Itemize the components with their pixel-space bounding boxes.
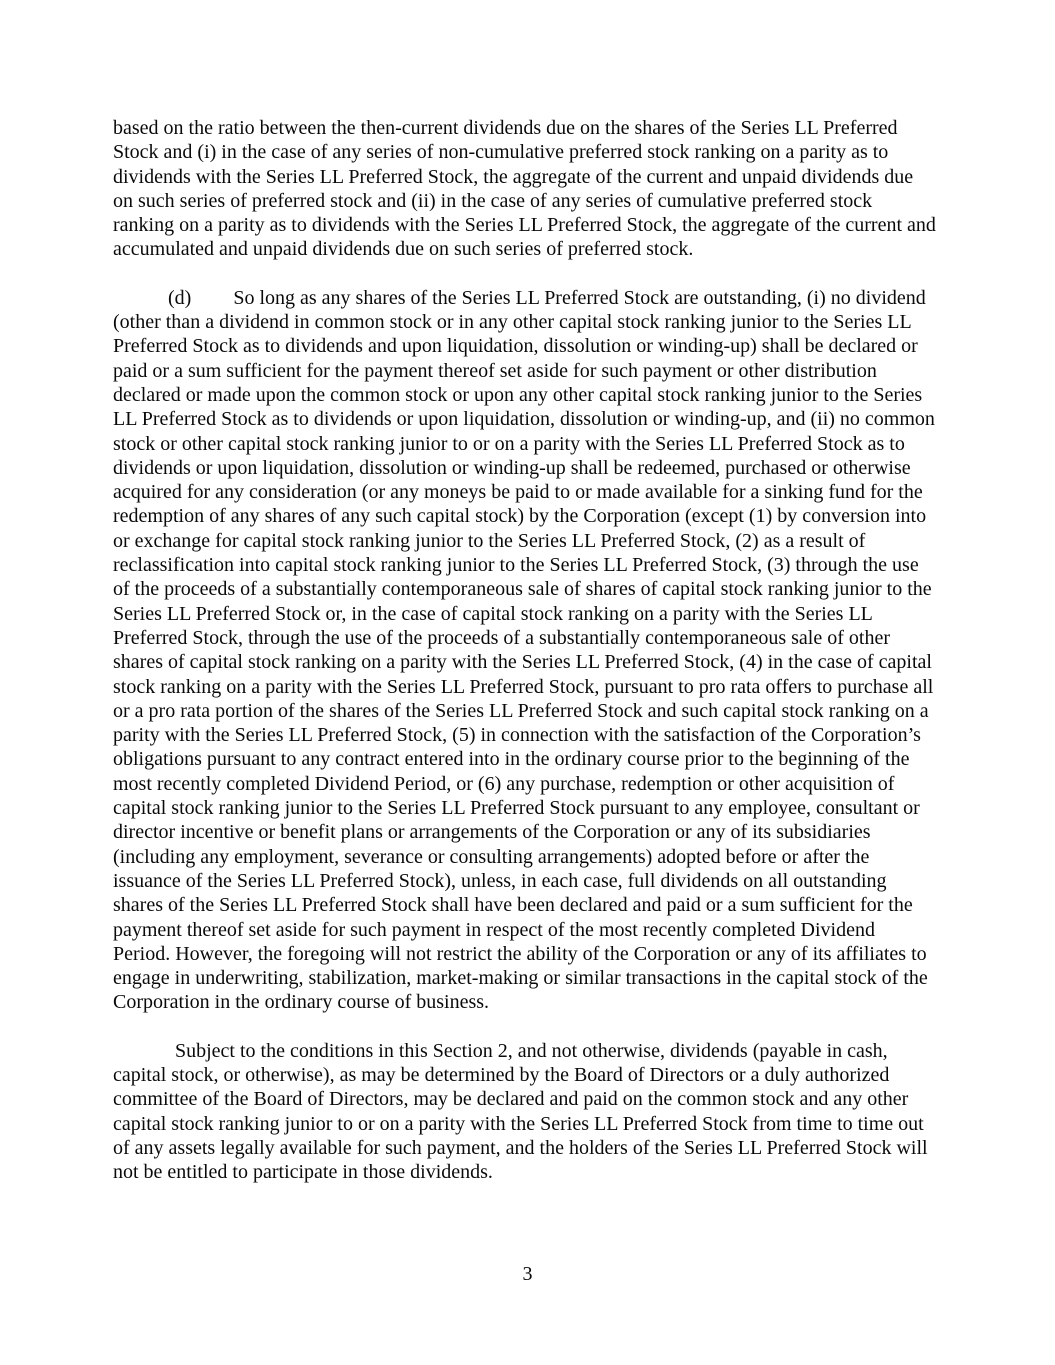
clause-label: (d) [168,286,192,309]
dividends-paragraph: Subject to the conditions in this Section 2, and not otherwise, dividends (payable in cash, capital stock, or otherwise), as may be determined by the Board of Directors or a duly authorized committee of the Board of Directors, may be declared and paid on the common stock and any other capital stock ranking junior to or on a parity with the Series LL Preferred Stock from time to time out of any assets legally available for such payment, and the holders of the Series LL Preferred Stock will not be entitled to participate in those dividends. [113,1039,928,1184]
paragraph-continuation: based on the ratio between the then-current dividends due on the shares of the Series LL Preferred Stock and (i) in the case of any series of non-cumulative preferred stock ranking on a parity as to dividends with the Series LL Preferred Stock, the aggregate of the current and unpaid dividends due on such series of preferred stock and (ii) in the case of any series of cumulative preferred stock ranking on a parity as to dividends with the Series LL Preferred Stock, the aggregate of the current and accumulated and unpaid dividends due on such series of preferred stock. [113,117,936,261]
body-text [113,116,937,1208]
clause-d-paragraph [113,286,937,1015]
clause-d-text: So long as any shares of the Series LL Preferred Stock are outstanding, (i) no dividend (other than a dividend in common stock or in any other capital stock ranking junior to the Series LL Preferred Stock as to dividends and upon liquidation, dissolution or winding-up) shall be declared or paid or a sum sufficient for the payment thereof set aside for such payment or other distribution declared or made upon the common stock or upon any other capital stock ranking junior to the Series LL Preferred Stock as to dividends or upon liquidation, dissolution or winding-up, and (ii) no common stock or other capital stock ranking junior to or on a parity with the Series LL Preferred Stock as to dividends or upon liquidation, dissolution or winding-up shall be redeemed, purchased or otherwise acquired for any consideration (or any moneys be paid to or made available for a sinking fund for the redemption of any shares of any such capital stock) by the Corporation (except (1) by conversion into or exchange for capital stock ranking junior to the Series LL Preferred Stock, (2) as a result of reclassification into capital stock ranking junior to the Series LL Preferred Stock, (3) through the use of the proceeds of a substantially contemporaneous sale of shares of capital stock ranking junior to the Series LL Preferred Stock or, in the case of capital stock ranking on a parity with the Series LL Preferred Stock, through the use of the proceeds of a substantially contemporaneous sale of other shares of capital stock ranking on a parity with the Series LL Preferred Stock, (4) in the case of capital stock ranking on a parity with the Series LL Preferred Stock, pursuant to pro rata offers to purchase all or a pro rata portion of the shares of the Series LL Preferred Stock and such capital stock ranking on a parity with the Series LL Preferred Stock, (5) in connection with the satisfaction of the Corporation’s obligations pursuant to any contract entered into in the ordinary course prior to the beginning of the most recently completed Dividend Period, or (6) any purchase, redemption or other acquisition of capital stock ranking junior to the Series LL Preferred Stock pursuant to any employee, consultant or director incentive or benefit plans or arrangements of the Corporation or any of its subsidiaries (including any employment, severance or consulting arrangements) adopted before or after the issuance of the Series LL Preferred Stock), unless, in each case, full dividends on all outstanding shares of the Series LL Preferred Stock shall have been declared and paid or a sum sufficient for the payment thereof set aside for such payment in respect of the most recently completed Dividend Period. However, the foregoing will not restrict the ability of the Corporation or any of its affiliates to engage in underwriting, stabilization, market-making or similar transactions in the capital stock of the Corporation in the ordinary course of business. [113,286,935,1014]
page-number: 3 [522,1263,533,1285]
